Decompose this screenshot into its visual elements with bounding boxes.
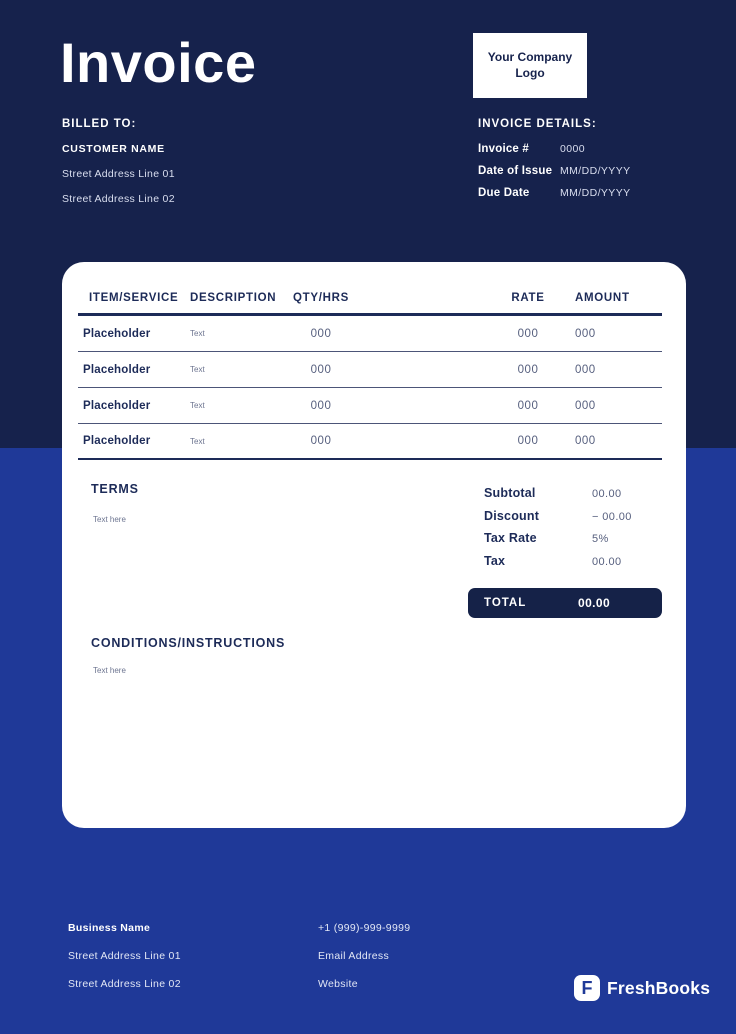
terms-text: Text here xyxy=(93,515,126,524)
business-website: Website xyxy=(318,978,358,990)
description-cell: Text xyxy=(190,329,205,338)
description-cell: Text xyxy=(190,365,205,374)
billed-to-label: BILLED TO: xyxy=(62,118,137,130)
freshbooks-f-icon: F xyxy=(574,975,600,1001)
customer-address-line-1: Street Address Line 01 xyxy=(62,168,175,180)
billed-to-section xyxy=(62,118,175,218)
total-box xyxy=(468,588,662,618)
footer-contact-column xyxy=(318,922,410,1006)
tax-rate-row xyxy=(468,531,662,554)
tax-value: 00.00 xyxy=(592,555,622,568)
invoice-details-label: INVOICE DETAILS: xyxy=(478,118,597,130)
discount-value: − 00.00 xyxy=(592,510,632,523)
invoice-number-row xyxy=(478,143,631,155)
description-cell: Text xyxy=(190,436,205,446)
company-logo-text-line1: Your Company xyxy=(487,49,573,64)
qty-cell: 000 xyxy=(310,327,332,340)
total-value: 00.00 xyxy=(578,596,611,610)
customer-address-line-2: Street Address Line 02 xyxy=(62,193,175,205)
business-phone: +1 (999)-999-9999 xyxy=(318,922,411,934)
date-of-issue-row xyxy=(478,165,631,177)
subtotal-label: Subtotal xyxy=(484,486,536,500)
table-row xyxy=(78,316,662,352)
col-header-description: DESCRIPTION xyxy=(190,291,277,304)
business-address-line-2: Street Address Line 02 xyxy=(68,978,181,990)
invoice-number-label: Invoice # xyxy=(478,143,530,155)
invoice-number-value: 0000 xyxy=(560,143,585,155)
item-cell: Placeholder xyxy=(83,435,151,447)
col-header-amount: AMOUNT xyxy=(575,291,630,304)
description-cell: Text xyxy=(190,401,205,410)
amount-cell: 000 xyxy=(575,435,596,447)
amount-cell: 000 xyxy=(575,363,596,376)
amount-cell: 000 xyxy=(575,327,596,340)
tax-label: Tax xyxy=(484,553,506,568)
due-date-row xyxy=(478,187,631,199)
date-of-issue-value: MM/DD/YYYY xyxy=(560,165,631,177)
discount-label: Discount xyxy=(484,508,540,523)
total-label: TOTAL xyxy=(484,597,527,609)
invoice-card xyxy=(62,262,686,828)
item-cell: Placeholder xyxy=(83,363,151,376)
tax-rate-value: 5% xyxy=(592,533,609,545)
amount-cell: 000 xyxy=(575,399,596,412)
due-date-value: MM/DD/YYYY xyxy=(560,187,631,199)
table-row xyxy=(78,424,662,460)
business-address-line-1: Street Address Line 01 xyxy=(68,950,181,962)
col-header-qty-hrs: QTY/HRS xyxy=(292,291,349,304)
table-row xyxy=(78,352,662,388)
tax-rate-label: Tax Rate xyxy=(484,531,537,545)
freshbooks-brand xyxy=(574,975,710,1001)
company-logo-placeholder xyxy=(473,33,587,98)
terms-heading: TERMS xyxy=(91,482,139,496)
footer-business-column xyxy=(68,922,181,1006)
rate-cell: 000 xyxy=(517,327,539,340)
totals-section xyxy=(468,486,662,576)
col-header-rate: RATE xyxy=(511,291,545,304)
page-title: Invoice xyxy=(60,31,257,94)
qty-cell: 000 xyxy=(310,363,332,376)
table-row xyxy=(78,388,662,424)
subtotal-row xyxy=(468,486,662,509)
col-header-item-service: ITEM/SERVICE xyxy=(89,291,179,304)
conditions-instructions-text: Text here xyxy=(93,666,126,675)
invoice-details-section xyxy=(478,118,631,209)
customer-name: CUSTOMER NAME xyxy=(62,143,165,155)
date-of-issue-label: Date of Issue xyxy=(478,165,553,177)
due-date-label: Due Date xyxy=(478,187,530,199)
table-header-row xyxy=(78,282,662,316)
line-items-table xyxy=(78,282,662,460)
company-logo-text-line2: Logo xyxy=(515,65,545,80)
qty-cell: 000 xyxy=(310,399,332,412)
freshbooks-wordmark: FreshBooks xyxy=(607,977,711,998)
rate-cell: 000 xyxy=(517,399,539,412)
qty-cell: 000 xyxy=(310,435,332,447)
tax-row xyxy=(468,554,662,577)
conditions-instructions-heading: CONDITIONS/INSTRUCTIONS xyxy=(91,636,286,650)
rate-cell: 000 xyxy=(517,435,539,447)
item-cell: Placeholder xyxy=(83,399,151,412)
discount-row xyxy=(468,509,662,532)
business-name: Business Name xyxy=(68,922,151,934)
subtotal-value: 00.00 xyxy=(592,488,622,500)
rate-cell: 000 xyxy=(517,363,539,376)
business-email: Email Address xyxy=(318,950,390,962)
item-cell: Placeholder xyxy=(83,327,151,340)
